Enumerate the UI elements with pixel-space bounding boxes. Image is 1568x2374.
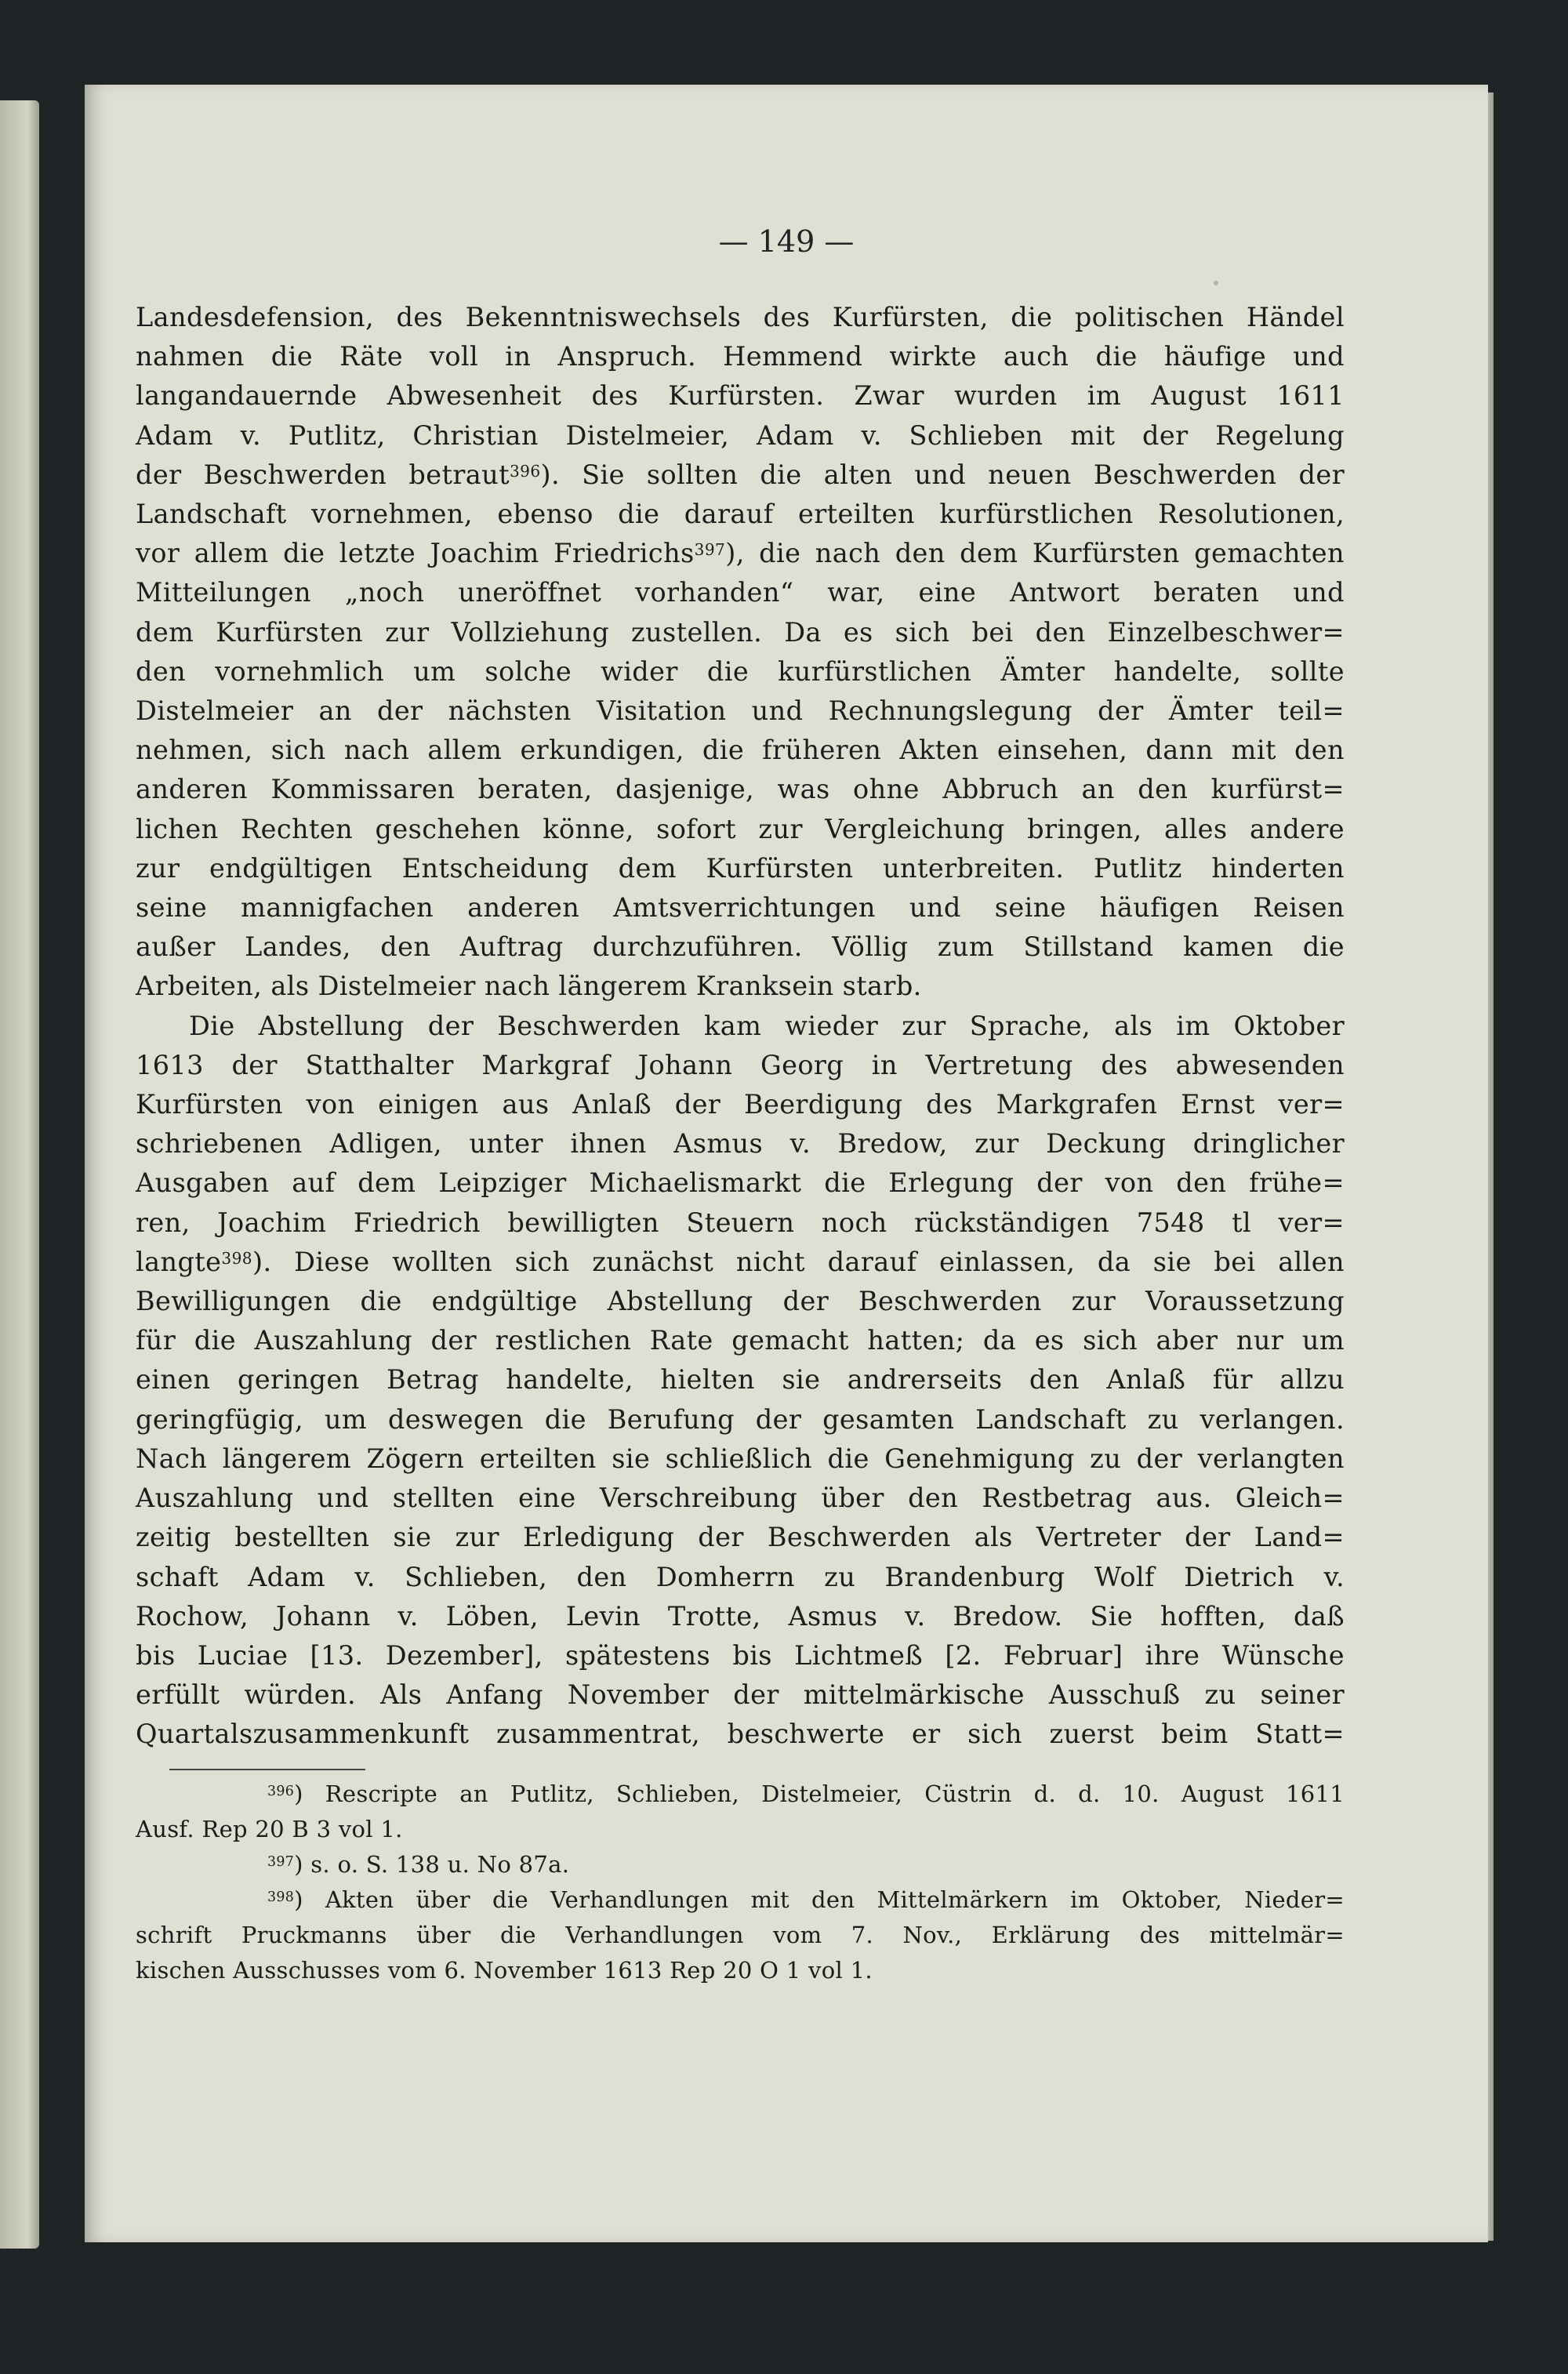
text-line: Nach längerem Zögern erteilten sie schließlich die Genehmigung zu der verlangten [136, 1443, 1345, 1474]
text-line: nahmen die Räte voll in Anspruch. Hemmend wirkte auch die häufige und [136, 341, 1345, 372]
text-line: anderen Kommissaren beraten, dasjenige, was ohne Abbruch an den kurfürst= [136, 774, 1345, 805]
text-segment: ) Akten über die Verhandlungen mit den Mittelmärkern im Oktober, Nieder= [294, 1886, 1345, 1913]
text-line: bis Luciae [13. Dezember], spätestens bis Lichtmeß [2. Februar] ihre Wünsche [136, 1639, 1345, 1671]
text-line [136, 1243, 1345, 1282]
footnote-ref: 396 [509, 461, 541, 481]
text-line: einen geringen Betrag handelte, hielten sie andrerseits den Anlaß für allzu [136, 1364, 1345, 1396]
text-line: nehmen, sich nach allem erkundigen, die früheren Akten einsehen, dann mit den [136, 735, 1345, 766]
text-segment: der Beschwerden betraut [136, 459, 510, 490]
text-line [136, 534, 1345, 573]
text-line: Rochow, Johann v. Löben, Levin Trotte, Asmus v. Bredow. Sie hofften, daß [136, 1600, 1345, 1632]
text-line: erfüllt würden. Als Anfang November der mittelmärkische Ausschuß zu seiner [136, 1679, 1345, 1711]
footnote-mark: 397 [267, 1854, 295, 1871]
text-line: Mitteilungen „noch uneröffnet vorhanden“ war, eine Antwort beraten und [136, 577, 1345, 608]
paragraph-1 [136, 298, 1345, 1007]
paragraph-2 [136, 1007, 1345, 1755]
footnote-396 [136, 1777, 1345, 1812]
text-line: zur endgültigen Entscheidung dem Kurfürsten unterbreiten. Putlitz hinderten [136, 852, 1345, 884]
text-line: außer Landes, den Auftrag durchzuführen. Völlig zum Stillstand kamen die [136, 931, 1345, 963]
footnote-line: Ausf. Rep 20 B 3 vol 1. [136, 1816, 403, 1842]
book-page [85, 85, 1488, 2242]
text-segment: ), die nach den dem Kurfürsten gemachten [725, 538, 1345, 569]
text-line: Die Abstellung der Beschwerden kam wieder zur Sprache, als im Oktober [189, 1010, 1345, 1041]
text-line: Bewilligungen die endgültige Abstellung der Beschwerden zur Voraussetzung [136, 1286, 1345, 1317]
text-line: lichen Rechten geschehen könne, sofort zur Vergleichung bringen, alles andere [136, 813, 1345, 844]
text-line: ren, Joachim Friedrich bewilligten Steuern noch rückständigen 7548 tl ver= [136, 1207, 1345, 1238]
text-line: seine mannigfachen anderen Amtsverrichtungen und seine häufigen Reisen [136, 892, 1345, 924]
main-text [136, 298, 1345, 1755]
text-segment: vor allem die letzte Joachim Friedrichs [136, 538, 695, 569]
text-line: Kurfürsten von einigen aus Anlaß der Beerdigung des Markgrafen Ernst ver= [136, 1089, 1345, 1120]
paper-speck [1214, 281, 1218, 285]
text-line: den vornehmlich um solche wider die kurfürstlichen Ämter handelte, sollte [136, 655, 1345, 687]
text-line: dem Kurfürsten zur Vollziehung zustellen. Da es sich bei den Einzelbeschwer= [136, 616, 1345, 648]
footnote-mark: 396 [267, 1784, 295, 1800]
text-line: Ausgaben auf dem Leipziger Michaelismarkt die Erlegung der von den frühe= [136, 1167, 1345, 1199]
text-line: Adam v. Putlitz, Christian Distelmeier, Adam v. Schlieben mit der Regelung [136, 419, 1345, 451]
text-line: Auszahlung und stellten eine Verschreibung über den Restbetrag aus. Gleich= [136, 1483, 1345, 1514]
text-line: zeitig bestellten sie zur Erledigung der Beschwerden als Vertreter der Land= [136, 1522, 1345, 1553]
text-line: Distelmeier an der nächsten Visitation und Rechnungslegung der Ämter teil= [136, 695, 1345, 727]
text-segment: ). Sie sollten die alten und neuen Beschwerden der [540, 459, 1345, 490]
text-line: Landschaft vornehmen, ebenso die darauf erteilten kurfürstlichen Resolutionen, [136, 499, 1345, 530]
facing-page-edge [0, 100, 39, 2249]
text-segment: ) Rescripte an Putlitz, Schlieben, Distelmeier, Cüstrin d. d. 10. August 1611 [294, 1781, 1345, 1807]
footnotes [136, 1777, 1345, 1988]
footnote-398 [136, 1882, 1345, 1918]
text-line: Landesdefension, des Bekenntniswechsels des Kurfürsten, die politischen Händel [136, 302, 1345, 332]
text-segment: ). Diese wollten sich zunächst nicht darauf einlassen, da sie bei allen [252, 1246, 1345, 1277]
footnote-line: kischen Ausschusses vom 6. November 1613 Rep 20 O 1 vol 1. [136, 1957, 873, 1984]
text-line: Arbeiten, als Distelmeier nach längerem Kranksein starb. [136, 971, 922, 1002]
text-line: schriebenen Adligen, unter ihnen Asmus v. Bredow, zur Deckung dringlicher [136, 1128, 1345, 1160]
text-line: geringfügig, um deswegen die Berufung der gesamten Landschaft zu verlangen. [136, 1403, 1345, 1435]
page-number: — 149 — [718, 224, 855, 259]
text-line: schaft Adam v. Schlieben, den Domherrn zu Brandenburg Wolf Dietrich v. [136, 1561, 1345, 1592]
footnote-397 [136, 1847, 1345, 1882]
text-segment: ) s. o. S. 138 u. No 87a. [294, 1851, 570, 1878]
footnote-mark: 398 [267, 1889, 295, 1906]
footnote-ref: 397 [694, 540, 726, 560]
text-line: langandauernde Abwesenheit des Kurfürsten. Zwar wurden im August 1611 [136, 380, 1345, 412]
text-line: Quartalszusammenkunft zusammentrat, beschwerte er sich zuerst beim Statt= [136, 1719, 1345, 1750]
text-line [136, 456, 1345, 495]
footnote-line: schrift Pruckmanns über die Verhandlungen vom 7. Nov., Erklärung des mittelmär= [136, 1922, 1345, 1948]
footnote-rule [169, 1769, 365, 1770]
footnote-ref: 398 [221, 1248, 252, 1268]
text-line: für die Auszahlung der restlichen Rate gemacht hatten; da es sich aber nur um [136, 1325, 1345, 1356]
text-segment: langte [136, 1246, 222, 1277]
text-line: 1613 der Statthalter Markgraf Johann Georg in Vertretung des abwesenden [136, 1049, 1345, 1080]
